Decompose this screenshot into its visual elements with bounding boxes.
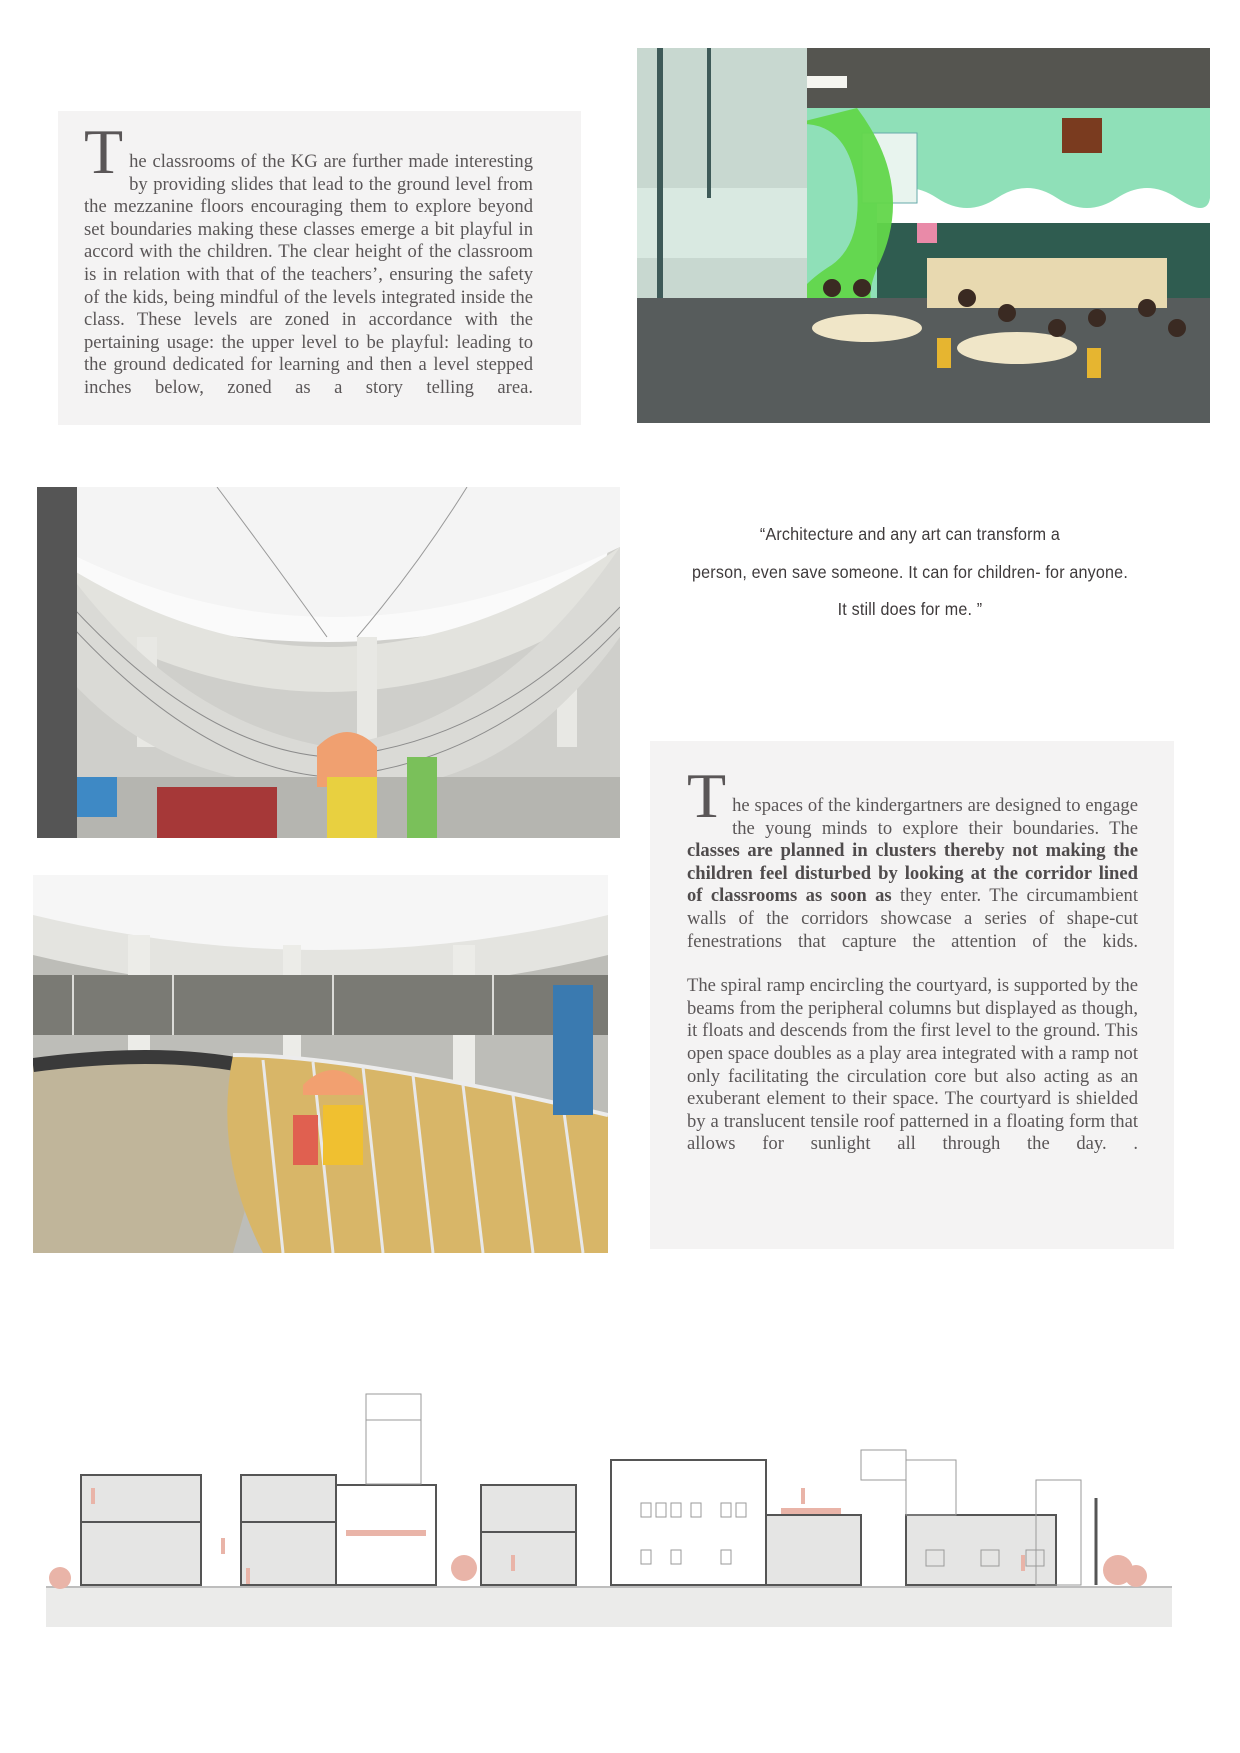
quote-line-2: person, even save someone. It can for children- for anyone.	[692, 561, 1128, 582]
building-section-drawing	[46, 1390, 1182, 1640]
kindergarten-spaces-paragraph-1	[687, 760, 1138, 953]
quote-line-1: “Architecture and any art can transform a	[759, 524, 1061, 544]
kg-classrooms-paragraph: he classrooms of the KG are further made interesting by providing slides that lead to the ground level from the mezzanine floors encouraging them to explore beyond set boundaries making these classes emerge a bit playful in accord with the children. The clear height of the classroom is in relation with that of the teachers’, ensuring the safety of the kids, being mindful of the levels integrated inside the class. These levels are zoned in accordance with the pertaining usage: the upper level to be playful: leading to the ground dedicated for learning and then a level stepped inches below, zoned as a story telling area.	[84, 151, 533, 398]
spiral-ramp-photo	[33, 875, 608, 1253]
architecture-quote	[680, 516, 1140, 629]
text-panel-kindergarten-spaces	[650, 741, 1174, 1249]
dropcap-letter: T	[84, 116, 124, 187]
atrium-photo-1	[37, 487, 620, 838]
p1-start-text: he spaces of the kindergartners are designed to engage the young minds to explore their boundaries. The	[732, 795, 1138, 839]
p1-bold-text: classes are planned in clusters thereby not making the children feel disturbed by looking at the corridor lined of classrooms as soon as	[687, 840, 1138, 907]
classroom-photo	[637, 48, 1210, 423]
text-panel-kg-classrooms	[58, 111, 581, 425]
spiral-ramp-paragraph: The spiral ramp encircling the courtyard, is supported by the beams from the peripheral columns but displayed as though, it floats and descends from the first level to the ground. This open space doubles as a play area integrated with a ramp not only facilitating the circulation core but also acting as an exuberant element to their space. The courtyard is shielded by a translucent tensile roof patterned in a floating form that allows for sunlight all through the day. .	[687, 975, 1138, 1155]
p1-end-text: they enter. The circumambient walls of the corridors showcase a series of shape-cut fenestrations that capture the attention of the kids.	[687, 885, 1138, 952]
dropcap-letter-2: T	[687, 760, 727, 831]
quote-line-3: It still does for me. ”	[837, 599, 983, 619]
